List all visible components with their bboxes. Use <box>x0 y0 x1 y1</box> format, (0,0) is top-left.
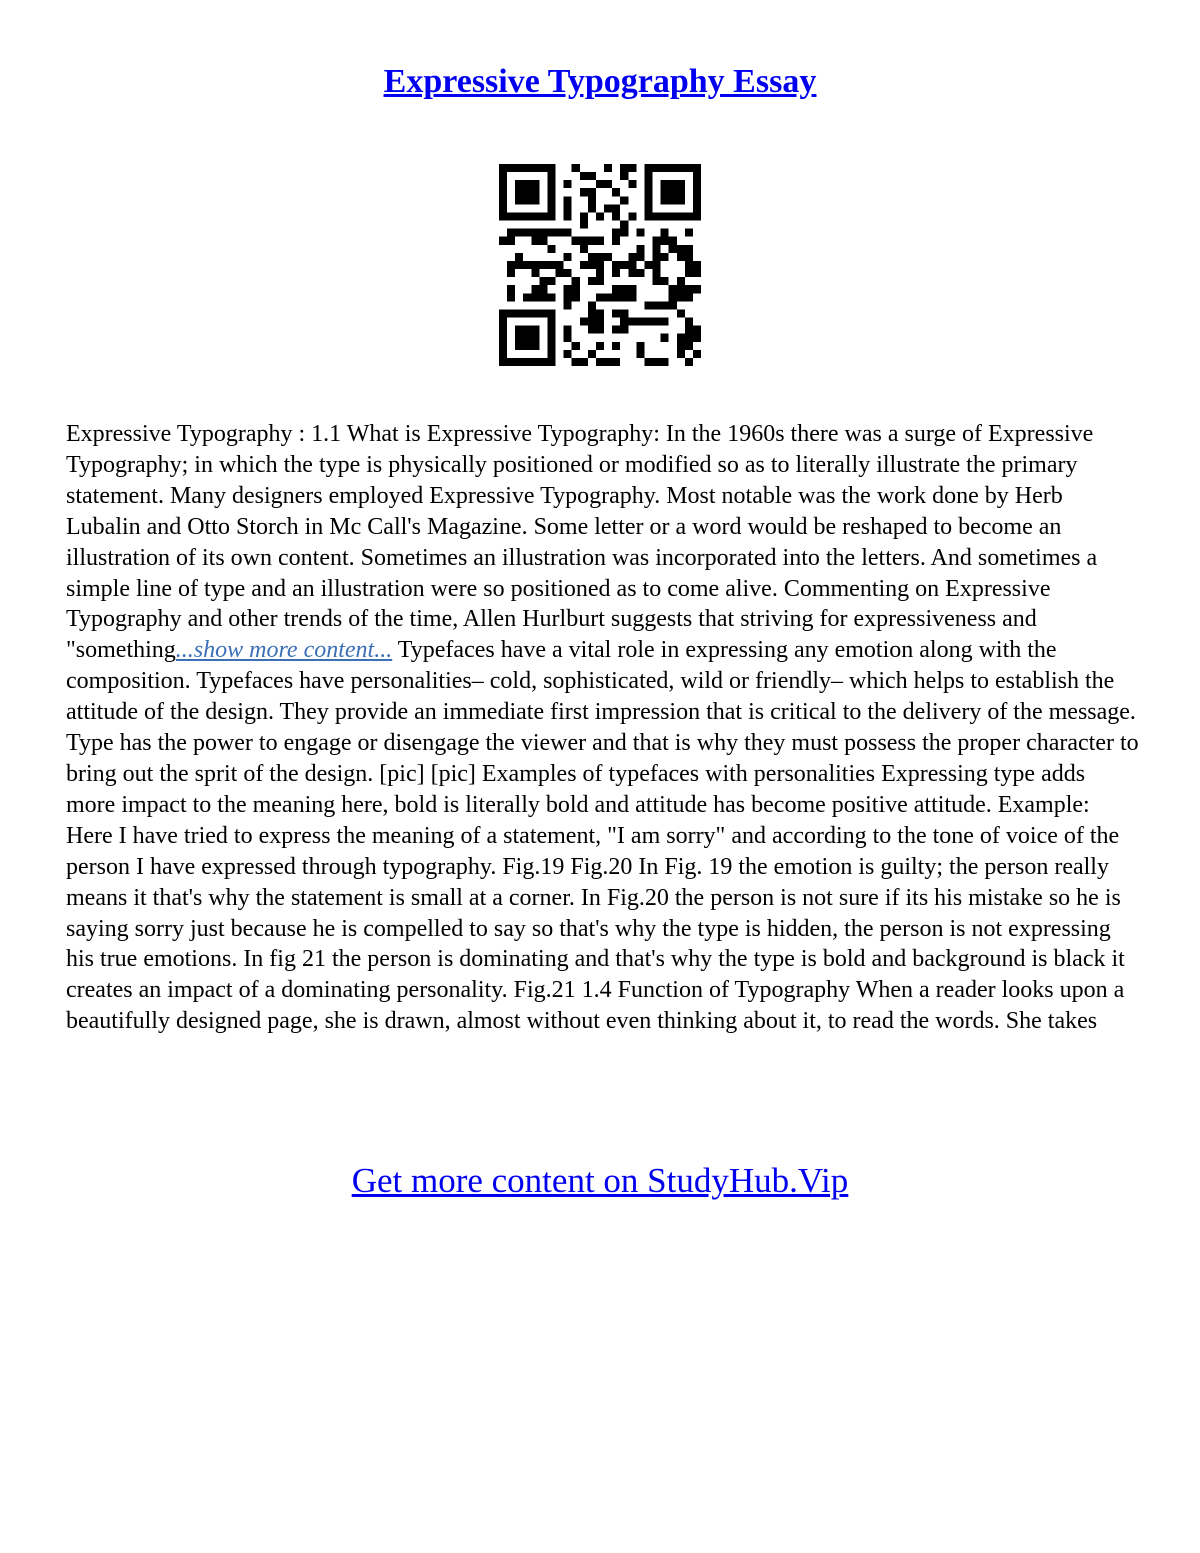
title-link[interactable]: Expressive Typography Essay <box>383 63 817 100</box>
essay-body <box>66 419 1140 1037</box>
show-more-link[interactable]: ...show more content... <box>175 637 393 664</box>
get-more-content-link[interactable]: Get more content on StudyHub.Vip <box>351 1161 849 1200</box>
page-title <box>0 62 1200 103</box>
essay-part-1: Expressive Typography : 1.1 What is Expressive Typography: In the 1960s there was a surge of Expressive Typography; in which the type is physically positioned or modified so as to literally illustrate the primary statement. Many designers employed Expressive Typography. Most notable was the work done by Herb Lubalin and Otto Storch in Mc Call's Magazine. Some letter or a word would be reshaped to become an illustration of its own content. Sometimes an illustration was incorporated into the letters. And sometimes a simple line of type and an illustration were so positioned as to come alive. Commenting on Expressive Typography and other trends of the time, Allen Hurlburt suggests that striving for expressiveness and "something <box>66 421 1098 664</box>
qr-code-icon <box>499 164 701 366</box>
essay-part-2: Typefaces have a vital role in expressing any emotion along with the composition. Typefaces have personalities– cold, sophisticated, wild or friendly– which helps to establish the attitude of the design. They provide an immediate first impression that is critical to the delivery of the message. Type has the power to engage or disengage the viewer and that is why they must possess the proper character to bring out the sprit of the design. [pic] [pic] Examples of typefaces with personalities Expressing type adds more impact to the meaning here, bold is literally bold and attitude has become positive attitude. Example: Here I have tried to express the meaning of a statement, "I am sorry" and according to the tone of voice of the person I have expressed through typography. Fig.19 Fig.20 In Fig. 19 the emotion is guilty; the person really means it that's why the statement is small at a corner. In Fig.20 the person is not sure if its his mistake so he is saying sorry just because he is compelled to say so that's why the type is hidden, the person is not expressing his true emotions. In fig 21 the person is dominating and that's why the type is bold and background is black it creates an impact of a dominating personality. Fig.21 1.4 Function of Typography When a reader looks upon a beautifully designed page, she is drawn, almost without even thinking about it, to read the words. She takes <box>66 637 1139 1035</box>
